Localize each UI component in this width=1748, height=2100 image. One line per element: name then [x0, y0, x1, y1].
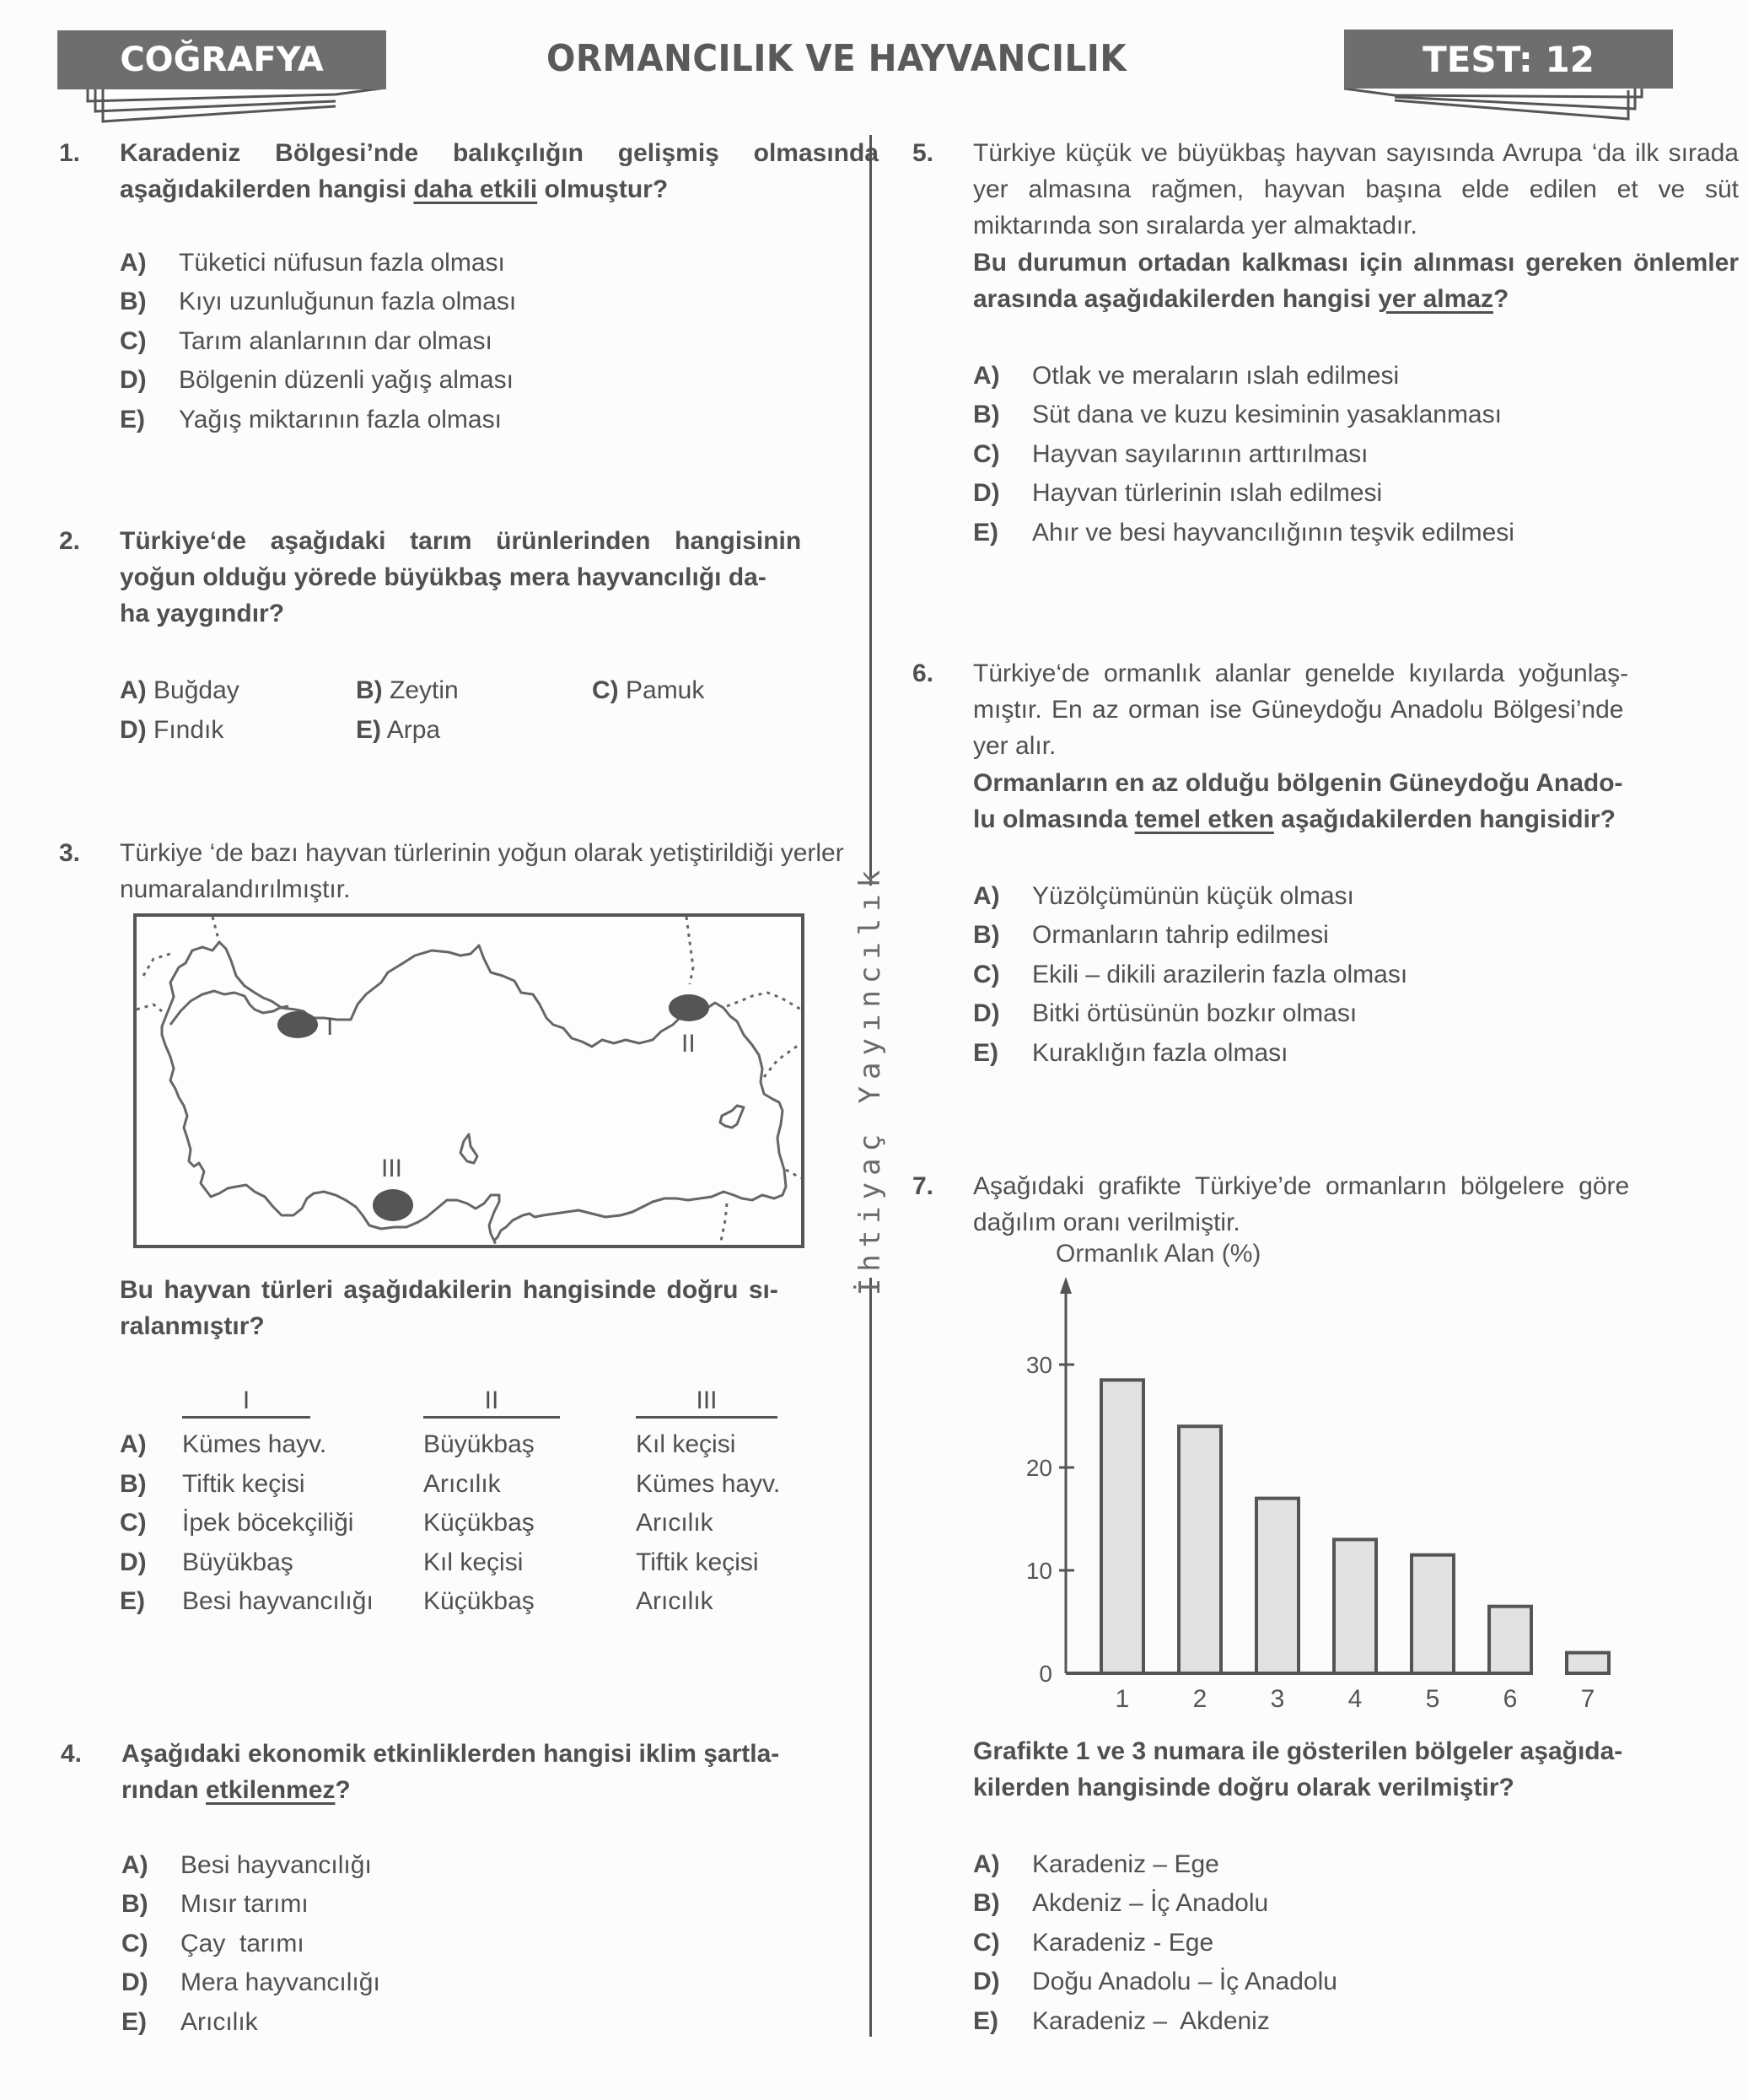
forest-area-bar-chart — [978, 1240, 1653, 1712]
svg-text:2: 2 — [1192, 1685, 1207, 1712]
page-title: ORMANCILIK VE HAYVANCILIK — [546, 37, 1127, 80]
emphasis-underline: temel etken — [1134, 805, 1274, 833]
question-stem: Bu durumun ortadan kalkması için alınması gereken önlemler arasında aşağıdakilerden hangisi yer almaz? — [973, 249, 1739, 313]
option-d[interactable]: D) Bitki örtüsünün bozkır olması — [973, 999, 1358, 1028]
chart-y-label: Ormanlık Alan (%) — [1056, 1240, 1261, 1268]
option-e[interactable]: E) Ahır ve besi hayvancılığının teşvik edilmesi — [973, 518, 1514, 547]
publisher-brand: İhtiyaç Yayıncılık — [853, 863, 887, 1296]
option-e[interactable]: E) Besi hayvancılığı Küçükbaş Arıcılık — [120, 1587, 713, 1615]
emphasis-underline: etkilenmez — [206, 1776, 336, 1804]
options-list — [120, 243, 516, 439]
test-number-label: TEST: 12 — [1344, 30, 1673, 89]
option-c[interactable]: C) Çay tarımı — [121, 1929, 304, 1957]
option-a[interactable]: A) Tüketici nüfusun fazla olması — [120, 248, 505, 277]
option-d[interactable]: D) Hayvan türlerinin ıslah edilmesi — [973, 479, 1383, 508]
svg-text:20: 20 — [1025, 1455, 1052, 1481]
option-d[interactable]: D) Mera hayvancılığı — [121, 1968, 380, 1997]
option-a[interactable]: A) Otlak ve meraların ıslah edilmesi — [973, 361, 1400, 390]
question-stem: Ormanların en az olduğu bölgenin Güneydoğu Anado- lu olmasında temel etken aşağıdakilerden hangisidir? — [973, 769, 1623, 833]
question-stem: Grafikte 1 ve 3 numara ile gösterilen bölgeler aşağıda- kilerden hangisinde doğru olarak verilmiştir? — [973, 1737, 1623, 1801]
options-list — [973, 876, 1407, 1073]
question-number: 3. — [59, 839, 81, 867]
column-header-III: III — [636, 1383, 777, 1419]
question-number: 7. — [912, 1172, 934, 1200]
option-a[interactable]: A) Yüzölçümünün küçük olması — [973, 881, 1354, 910]
bar-chart-svg — [978, 1240, 1653, 1712]
column-divider — [869, 1278, 872, 2037]
question-number: 2. — [59, 527, 81, 555]
svg-text:10: 10 — [1025, 1558, 1052, 1584]
marker-I — [277, 1011, 318, 1038]
option-c[interactable]: C) Karadeniz - Ege — [973, 1928, 1214, 1957]
option-c[interactable]: C) Pamuk — [592, 676, 705, 704]
svg-text:7: 7 — [1580, 1685, 1595, 1712]
question-3-options-table — [120, 1383, 794, 1622]
question-number: 4. — [61, 1740, 83, 1768]
turkey-outline-map — [137, 917, 801, 1245]
option-b[interactable]: B) Mısır tarımı — [121, 1890, 309, 1919]
question-number: 1. — [59, 139, 81, 167]
options-list — [973, 356, 1514, 552]
marker-III — [373, 1189, 413, 1221]
column-header-II: II — [423, 1383, 560, 1419]
option-d[interactable]: D) Doğu Anadolu – İç Anadolu — [973, 1968, 1337, 1996]
option-c[interactable]: C) İpek böcekçiliği Küçükbaş Arıcılık — [120, 1509, 713, 1537]
test-number-badge — [1344, 30, 1673, 124]
option-e[interactable]: E) Kuraklığın fazla olması — [973, 1038, 1288, 1067]
options-grid — [120, 671, 761, 750]
question-intro: Aşağıdaki grafikte Türkiye’de ormanların bölgelere göre dağılım oranı verilmiştir. — [973, 1172, 1630, 1236]
options-list — [121, 1845, 380, 2042]
table-header — [120, 1383, 794, 1425]
option-e[interactable]: E) Karadeniz – Akdeniz — [973, 2006, 1270, 2035]
question-stem: Karadeniz Bölgesi’nde balıkçılığın gelişmiş olmasında aşağıdakilerden hangisi daha etkili olmuştur? — [120, 139, 879, 203]
option-b[interactable]: B) Tiftik keçisi Arıcılık Kümes hayv. — [120, 1469, 781, 1498]
emphasis-underline: yer almaz — [1378, 285, 1493, 313]
option-b[interactable]: B) Ormanların tahrip edilmesi — [973, 921, 1329, 950]
option-b[interactable]: B) Zeytin — [356, 676, 459, 704]
subject-badge — [57, 30, 386, 125]
svg-text:6: 6 — [1503, 1685, 1518, 1712]
svg-text:3: 3 — [1270, 1685, 1285, 1712]
marker-label-I: I — [326, 1013, 334, 1041]
marker-II — [669, 994, 709, 1021]
question-context: Türkiye‘de ormanlık alanlar genelde kıyılarda yoğunlaş- mıştır. En az orman ise Güneydoğu Anadolu Bölgesi’nde yer alır. — [973, 660, 1629, 760]
option-a[interactable]: A) Besi hayvancılığı — [121, 1850, 372, 1879]
question-context: Türkiye küçük ve büyükbaş hayvan sayısında Avrupa ‘da ilk sırada yer almasına rağmen, hayvan başına elde edilen et ve süt miktarında son sıralarda yer almaktadır. — [973, 139, 1739, 240]
option-a[interactable]: A) Karadeniz – Ege — [973, 1850, 1219, 1878]
question-stem: Bu hayvan türleri aşağıdakilerin hangisinde doğru sı- ralanmıştır? — [120, 1276, 778, 1340]
option-c[interactable]: C) Hayvan sayılarının arttırılması — [973, 439, 1369, 468]
option-a[interactable]: A) Buğday — [120, 676, 239, 704]
column-header-I: I — [182, 1383, 310, 1419]
option-c[interactable]: C) Ekili – dikili arazilerin fazla olması — [973, 960, 1408, 988]
column-divider — [869, 135, 872, 886]
options-list — [973, 1844, 1337, 2041]
option-b[interactable]: B) Kıyı uzunluğunun fazla olması — [120, 288, 517, 316]
svg-text:1: 1 — [1115, 1685, 1130, 1712]
option-e[interactable]: E) Yağış miktarının fazla olması — [120, 405, 502, 433]
subject-badge-label: COĞRAFYA — [57, 30, 386, 89]
question-stem: Türkiye‘de aşağıdaki tarım ürünlerinden hangisinin yoğun olduğu yörede büyükbaş mera hayvancılığı da- ha yaygındır? — [120, 527, 802, 627]
question-number: 5. — [912, 139, 934, 167]
option-b[interactable]: B) Akdeniz – İç Anadolu — [973, 1889, 1269, 1918]
option-e[interactable]: E) Arıcılık — [121, 2007, 258, 2036]
svg-text:30: 30 — [1025, 1352, 1052, 1378]
question-intro: Türkiye ‘de bazı hayvan türlerinin yoğun olarak yetiştirildiği yerler numaralandırılmıştır. — [120, 839, 844, 903]
option-a[interactable]: A) Kümes hayv. Büyükbaş Kıl keçisi — [120, 1430, 736, 1458]
marker-label-II: II — [681, 1030, 696, 1058]
option-e[interactable]: E) Arpa — [356, 715, 441, 744]
svg-text:0: 0 — [1039, 1661, 1052, 1687]
question-number: 6. — [912, 660, 934, 687]
turkey-map — [133, 913, 804, 1248]
option-d[interactable]: D) Büyükbaş Kıl keçisi Tiftik keçisi — [120, 1548, 759, 1576]
emphasis-underline: daha etkili — [413, 175, 538, 203]
svg-text:5: 5 — [1425, 1685, 1440, 1712]
svg-text:4: 4 — [1347, 1685, 1363, 1712]
option-b[interactable]: B) Süt dana ve kuzu kesiminin yasaklanması — [973, 401, 1502, 429]
option-c[interactable]: C) Tarım alanlarının dar olması — [120, 326, 492, 355]
option-d[interactable]: D) Fındık — [120, 715, 224, 744]
marker-label-III: III — [381, 1155, 403, 1182]
option-d[interactable]: D) Bölgenin düzenli yağış alması — [120, 366, 514, 395]
question-stem: Aşağıdaki ekonomik etkinliklerden hangisi iklim şartla- rından etkilenmez? — [121, 1740, 780, 1804]
